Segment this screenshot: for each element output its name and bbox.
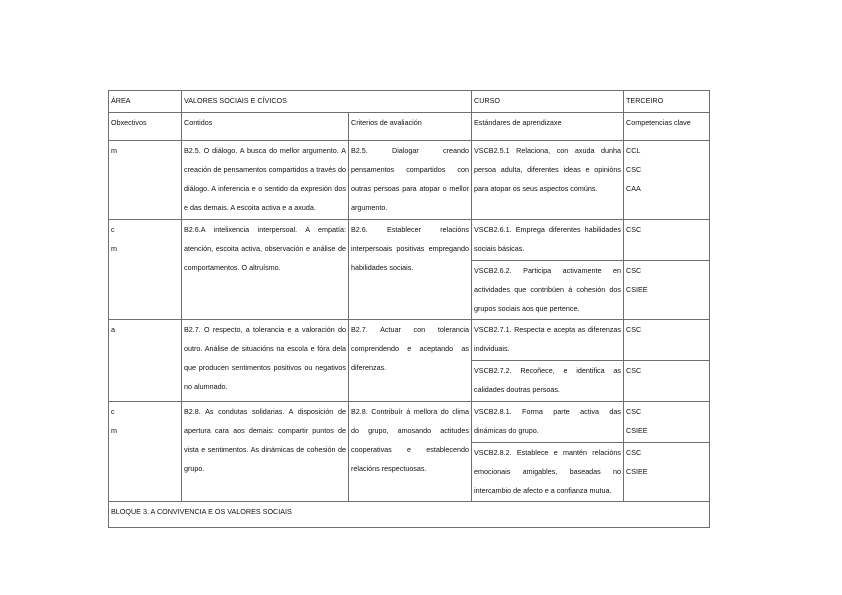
table-row [109,141,710,220]
col-contents: Contidos [182,113,349,141]
standard-cell: VSCB2.8.2. Establece e mantén relacións emocionais amigables, baseadas no intercambio de afecto e a confianza mutua. [472,443,624,502]
criterion-cell: B2.8. Contribuír á mellora do clima do grupo, amosando actitudes cooperativas e establecendo relacións respectuosas. [349,402,472,502]
content-cell: B2.7. O respecto, a tolerancia e a valoración do outro. Análise de situacións na escola e fóra dela que producen sentimentos positivos ou negativos no alumnado. [182,320,349,402]
area-label: ÁREA [109,91,182,113]
objectives-cell: c m [109,402,182,502]
criterion-cell: B2.5. Dialogar creando pensamentos compartidos con outras persoas para atopar o mellor argumento. [349,141,472,220]
header-row [109,91,710,113]
col-objectives: Obxectivos [109,113,182,141]
objectives-cell: m [109,141,182,220]
competences-cell: CSC CSIEE [624,443,710,502]
course-label: CURSO [472,91,624,113]
table-body [109,141,710,502]
criterion-cell: B2.6. Establecer relacións interpersoais positivas empregando habilidades sociais. [349,220,472,320]
standard-cell: VSCB2.7.2. Recoñece, e identifica as calidades doutras persoas. [472,361,624,402]
course-value: TERCEIRO [624,91,710,113]
col-criteria: Criterios de avaliación [349,113,472,141]
content-cell: B2.6.A intelixencia interpersoal. A empatía: atención, escoita activa, observación e análise de comportamentos. O altruísmo. [182,220,349,320]
content-cell: B2.5. O diálogo. A busca do mellor argumento. A creación de pensamentos compartidos a través do diálogo. A inferencia e o sentido da expresión dos e das demais. A escoita activa e a axuda. [182,141,349,220]
competences-cell: CCL CSC CAA [624,141,710,220]
curriculum-table [108,90,710,528]
competences-cell: CSC [624,220,710,261]
footer-row [109,502,710,528]
table-row [109,220,710,261]
objectives-cell: c m [109,220,182,320]
column-header-row [109,113,710,141]
block-title: BLOQUE 3. A CONVIVENCIA E OS VALORES SOCIAIS [109,502,710,528]
competences-cell: CSC [624,320,710,361]
competences-cell: CSC CSIEE [624,402,710,443]
standard-cell: VSCB2.6.1. Emprega diferentes habilidades sociais básicas. [472,220,624,261]
col-standards: Estándares de aprendizaxe [472,113,624,141]
objectives-cell: a [109,320,182,402]
standard-cell: VSCB2.7.1. Respecta e acepta as diferenzas individuais. [472,320,624,361]
table-row [109,402,710,443]
col-competences: Competencias clave [624,113,710,141]
competences-cell: CSC CSIEE [624,261,710,320]
area-value: VALORES SOCIAIS E CÍVICOS [182,91,472,113]
table-row [109,320,710,361]
standard-cell: VSCB2.8.1. Forma parte activa das dinámicas do grupo. [472,402,624,443]
standard-cell: VSCB2.6.2. Participa activamente en actividades que contribúen á cohesión dos grupos sociais aos que pertence. [472,261,624,320]
content-cell: B2.8. As condutas solidarias. A disposición de apertura cara aos demais: compartir puntos de vista e sentimentos. As dinámicas de cohesión de grupo. [182,402,349,502]
competences-cell: CSC [624,361,710,402]
criterion-cell: B2.7. Actuar con tolerancia comprendendo e aceptando as diferenzas. [349,320,472,402]
standard-cell: VSCB2.5.1 Relaciona, con axuda dunha persoa adulta, diferentes ideas e opinións para atopar os seus aspectos comúns. [472,141,624,220]
